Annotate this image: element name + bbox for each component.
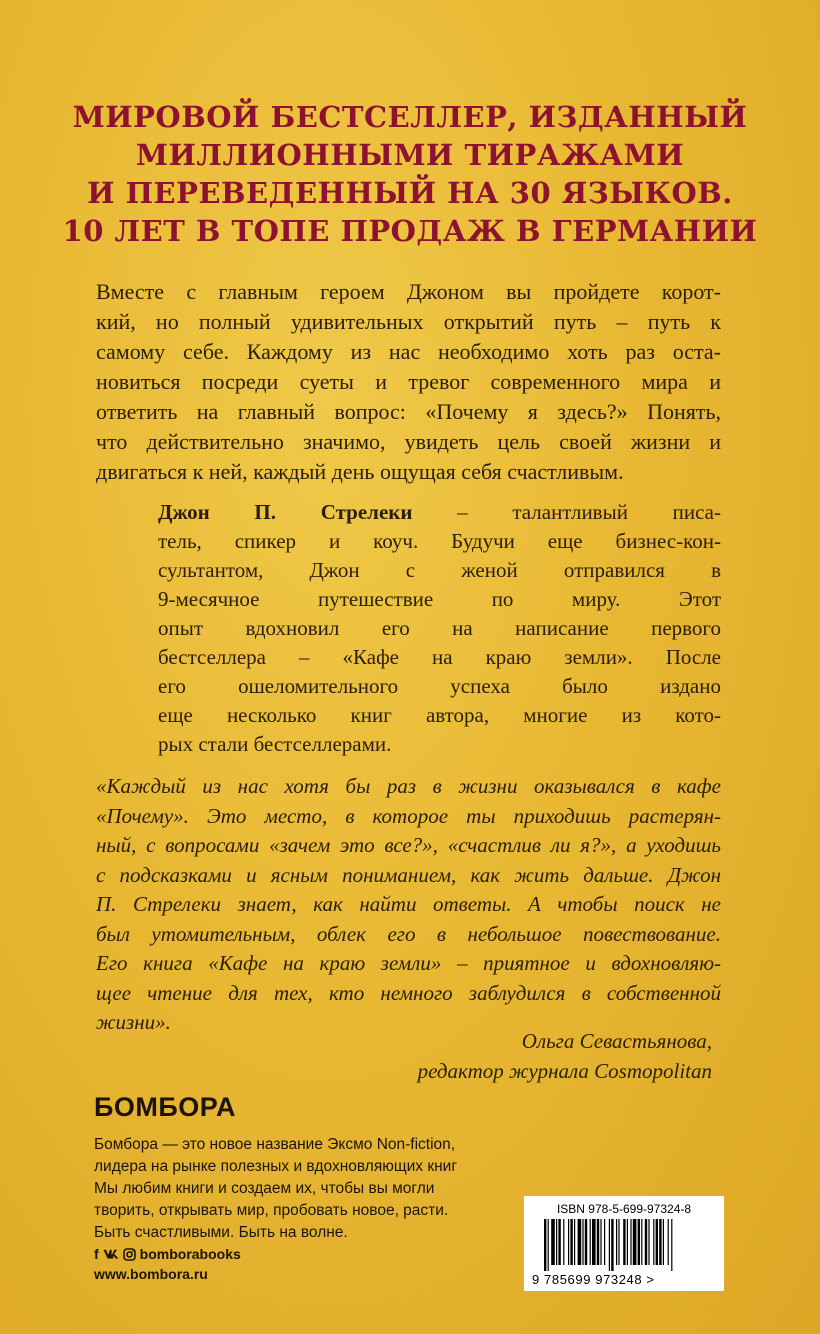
author-bio: [158, 498, 721, 759]
back-cover-headline: [40, 98, 780, 250]
quote-line: жизни».: [96, 1010, 171, 1034]
headline-line: МИРОВОЙ БЕСТСЕЛЛЕР, ИЗДАННЫЙ: [72, 100, 748, 134]
author-bio-line: еще несколько книг автора, многие из кото-: [158, 703, 721, 727]
author-bio-text: – талантливый писа-: [412, 500, 721, 524]
quote-author-name: Ольга Севастьянова,: [521, 1029, 712, 1053]
quote-line: был утомительным, облек его в небольшое повествование.: [96, 921, 721, 946]
author-bio-line: [158, 498, 721, 527]
instagram-icon[interactable]: [123, 1248, 136, 1261]
quote-line: П. Стрелеки знает, как найти ответы. А чтобы поиск не: [96, 892, 721, 916]
description-line: что действительно значимо, увидеть цель своей жизни и: [96, 429, 721, 454]
quote-line: с подсказками и ясным пониманием, как жить дальше. Джон: [96, 862, 721, 887]
isbn-label: ISBN 978-5-699-97324-8: [556, 1202, 692, 1216]
quote-line: «Почему». Это место, в которое ты приходишь растерян-: [96, 803, 721, 828]
review-quote: [96, 772, 721, 1038]
headline-line: И ПЕРЕВЕДЕННЫЙ НА 30 ЯЗЫКОВ.: [87, 176, 733, 210]
description-line: двигаться к ней, каждый день ощущая себя счастливым.: [96, 459, 624, 484]
publisher-about-line: Мы любим книги и создаем их, чтобы вы могли: [94, 1180, 435, 1197]
quote-line: ный, с вопросами «зачем это все?», «счастлив ли я?», а уходишь: [96, 833, 721, 857]
quote-line: Его книга «Кафе на краю земли» – приятное и вдохновляю-: [96, 951, 721, 975]
publisher-about-line: Быть счастливыми. Быть на волне.: [94, 1224, 348, 1241]
author-bio-line: его ошеломительного успеха было издано: [158, 674, 721, 698]
author-bio-line: тель, спикер и коуч. Будучи еще бизнес-кон-: [158, 529, 721, 553]
facebook-icon[interactable]: f: [94, 1246, 99, 1262]
barcode-bars: [532, 1219, 716, 1271]
barcode-digits: 9 785699 973248 >: [532, 1272, 655, 1287]
vk-icon[interactable]: [103, 1249, 119, 1259]
social-links: [94, 1246, 241, 1262]
isbn-barcode: [524, 1196, 724, 1291]
author-bio-line: опыт вдохновил его на написание первого: [158, 616, 721, 640]
description-line: кий, но полный удивительных открытий путь – путь к: [96, 309, 721, 334]
headline-line: МИЛЛИОННЫМИ ТИРАЖАМИ: [135, 138, 685, 172]
publisher-about-line: творить, открывать мир, пробовать новое, расти.: [94, 1202, 449, 1219]
description-line: Вместе с главным героем Джоном вы пройдете корот-: [96, 279, 721, 304]
publisher-about-line: Бомбора — это новое название Эксмо Non-fiction,: [94, 1136, 456, 1153]
quote-author-role: редактор журнала Cosmopolitan: [417, 1059, 712, 1083]
quote-line: «Каждый из нас хотя бы раз в жизни оказывался в кафе: [96, 774, 721, 798]
description-line: самому себе. Каждому из нас необходимо хоть раз оста-: [96, 339, 721, 364]
publisher-logo: БОМБОРА: [94, 1092, 236, 1122]
publisher-website[interactable]: www.bombora.ru: [94, 1266, 208, 1282]
headline-line: 10 ЛЕТ В ТОПЕ ПРОДАЖ В ГЕРМАНИИ: [62, 214, 758, 248]
publisher-about: [94, 1134, 554, 1244]
author-bio-line: бестселлера – «Кафе на краю земли». После: [158, 645, 721, 669]
author-bio-line: сультантом, Джон с женой отправился в: [158, 558, 721, 582]
book-description: [96, 277, 721, 487]
description-line: новиться посреди суеты и тревог современного мира и: [96, 369, 721, 394]
publisher-about-line: лидера на рынке полезных и вдохновляющих книг: [94, 1158, 457, 1175]
social-handle[interactable]: bomborabooks: [139, 1246, 241, 1262]
description-line: ответить на главный вопрос: «Почему я здесь?» Понять,: [96, 399, 721, 424]
quote-line: щее чтение для тех, кто немного заблудился в собственной: [96, 980, 721, 1005]
author-bio-line: рых стали бестселлерами.: [158, 732, 392, 756]
author-name: Джон П. Стрелеки: [158, 500, 413, 524]
author-bio-line: 9-месячное путешествие по миру. Этот: [158, 587, 721, 611]
